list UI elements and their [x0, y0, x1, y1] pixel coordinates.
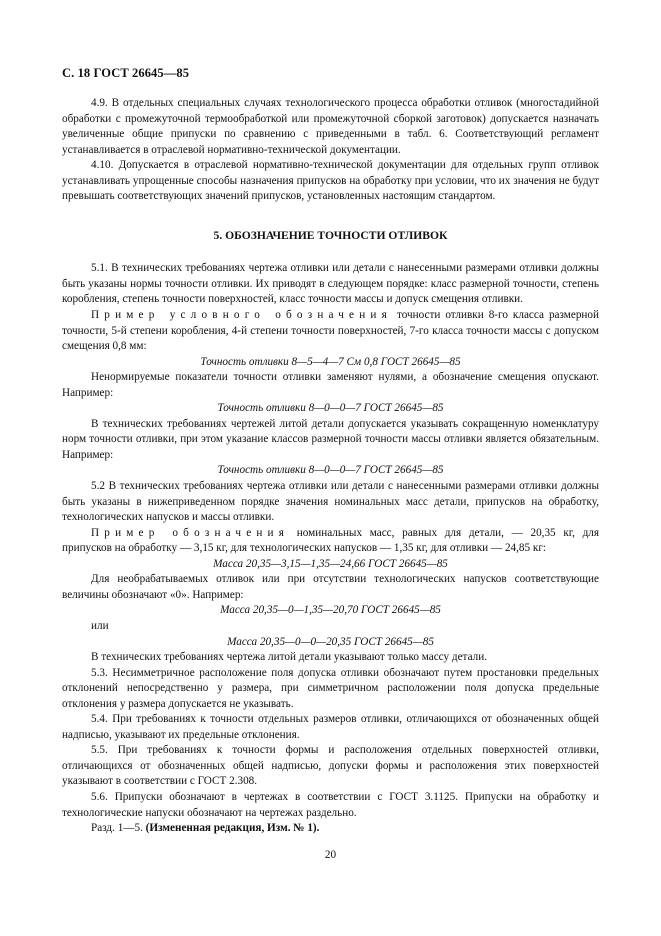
example-2-label: Пример обозначения: [91, 526, 290, 539]
document-body: [62, 96, 599, 837]
paragraph-5-5: 5.5. При требованиях к точности формы и расположения отдельных поверхностей отливки, отличающихся от обозначенных общей надписью, допуски формы и расположения этих поверхностей указывают в соответствии с ГОСТ 2.308.: [62, 744, 599, 788]
amendment-note: [62, 821, 599, 837]
example-1-text: точности отливки 8-го класса размерной точности, 5-й степени коробления, 4-й степени точности поверхностей, 7-го класса точности массы с допуском смещения 0,8 мм:: [62, 309, 599, 353]
formula-3: Точность отливки 8—0—0—7 ГОСТ 26645—85: [217, 464, 444, 477]
section-title: 5. ОБОЗНАЧЕНИЕ ТОЧНОСТИ ОТЛИВОК: [213, 228, 448, 242]
page-header: С. 18 ГОСТ 26645—85: [62, 66, 190, 80]
paragraph-mass-only: В технических требованиях чертежа литой детали указывают только массу детали.: [91, 651, 487, 664]
example-2-text: номинальных масс, равных для детали, — 20,35 кг, для припусков на обработку — 3,15 кг, для технологических напусков — 1,35 кг, для отливки — 24,85 кг:: [62, 526, 599, 555]
formula-5: Масса 20,35—0—1,35—20,70 ГОСТ 26645—85: [220, 604, 441, 617]
paragraph-4-10: 4.10. Допускается в отраслевой нормативно-технической документации для отдельных групп отливок устанавливать упрощенные способы назначения припусков на обработку при условии, что их значения не будут превышать соответствующих значений припусков, установленных настоящим стандартом.: [62, 159, 599, 203]
paragraph-nonnormalized: Ненормируемые показатели точности отливки заменяют нулями, а обозначение смещения опускают. Например:: [62, 371, 599, 399]
formula-1: Точность отливки 8—5—4—7 См 0,8 ГОСТ 26645—85: [200, 355, 461, 368]
paragraph-5-3: 5.3. Несимметричное расположение поля допуска отливки обозначают путем простановки предельных отклонений непосредственно у размера, при симметричном расположении поля допуска предельные отклонения у размера допускается не указывать.: [62, 666, 599, 710]
page-number: 20: [324, 849, 337, 861]
example-2: [62, 526, 599, 557]
paragraph-5-2: 5.2 В технических требованиях чертежа отливки или детали с нанесенными размерами отливки должны быть указаны в нижеприведенном порядке значения номинальных масс детали, припусков на обработку, технологических напусков и массы отливки.: [62, 480, 599, 524]
paragraph-4-9: 4.9. В отдельных специальных случаях технологического процесса обработки отливок (многостадийной обработки с промежуточной термообработкой или промежуточной сборкой заготовок) допускается назначать увеличенные общие припуски по сравнению с приведенными в табл. 6. Соответствующий регламент устанавливается в отраслевой нормативно-технической документации.: [62, 97, 599, 156]
or-word: или: [91, 619, 109, 632]
amendment-bold: (Измененная редакция, Изм. № 1).: [145, 822, 320, 835]
formula-4: Масса 20,35—3,15—1,35—24,66 ГОСТ 26645—85: [213, 557, 448, 570]
paragraph-5-6: 5.6. Припуски обозначают в чертежах в соответствии с ГОСТ 3.1125. Припуски на обработку и технологические напуски обозначают на чертежах раздельно.: [62, 790, 599, 819]
paragraph-zero-values: Для необрабатываемых отливок или при отсутствии технологических напусков соответствующие величины обозначают «0». Например:: [62, 573, 599, 601]
formula-2: Точность отливки 8—0—0—7 ГОСТ 26645—85: [217, 402, 444, 415]
paragraph-5-4: 5.4. При требованиях к точности отдельных размеров отливки, отличающихся от обозначенных общей надписью, указывают их предельные отклонения.: [62, 713, 599, 741]
example-1-label: Пример условного обозначения: [91, 309, 392, 322]
paragraph-5-1: 5.1. В технических требованиях чертежа отливки или детали с нанесенными размерами отливки должны быть указаны нормы точности отливки. Их приводят в следующем порядке: класс размерной точности, степень коробления, степень точности поверхностей, класс точности массы и допуск смещения отливки.: [62, 262, 599, 306]
amendment-plain: Разд. 1—5.: [91, 822, 146, 835]
example-1: [62, 308, 599, 355]
paragraph-short-nomenclature: В технических требованиях чертежей литой детали допускается указывать сокращенную номенклатуру норм точности отливки, при этом указание классов размерной точности массы отливки является обязательным. Например:: [62, 417, 599, 461]
formula-6: Масса 20,35—0—0—20,35 ГОСТ 26645—85: [227, 635, 434, 648]
